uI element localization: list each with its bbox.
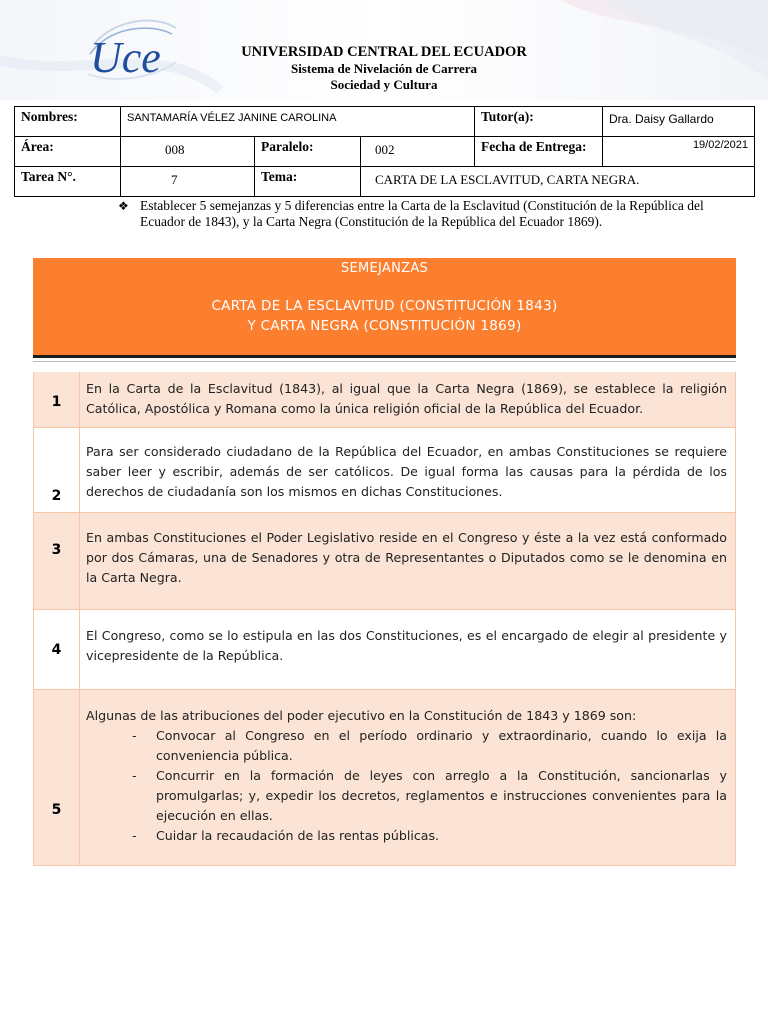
list-item bbox=[86, 826, 727, 846]
row-text: En la Carta de la Esclavitud (1843), al igual que la Carta Negra (1869), se establece la religión Católica, Apostólica y Romana como la única religión oficial de la República del Ecuador. bbox=[86, 381, 727, 416]
header-text bbox=[200, 44, 568, 93]
tema-value: CARTA DE LA ESCLAVITUD, CARTA NEGRA. bbox=[361, 167, 755, 197]
table-title-block bbox=[33, 258, 736, 355]
info-row-area bbox=[15, 137, 755, 167]
row-text: En ambas Constituciones el Poder Legislativo reside en el Congreso y éste a la vez está conformado por dos Cámaras, una de Senadores y otra de Representantes o Diputados como se le denomina en la Carta Negra. bbox=[86, 530, 727, 585]
student-info-table bbox=[14, 106, 755, 197]
nombres-value: SANTAMARÍA VÉLEZ JANINE CAROLINA bbox=[121, 107, 475, 137]
list-item-text: Cuidar la recaudación de las rentas públicas. bbox=[156, 828, 440, 843]
row-number: 3 bbox=[34, 513, 80, 609]
list-item bbox=[86, 766, 727, 826]
logo-text: Uce bbox=[90, 33, 161, 82]
row-text-block bbox=[80, 690, 735, 865]
row-text: Algunas de las atribuciones del poder ejecutivo en la Constitución de 1843 y 1869 son: bbox=[86, 708, 637, 723]
area-name: Sociedad y Cultura bbox=[330, 77, 438, 92]
tutor-label: Tutor(a): bbox=[475, 107, 603, 137]
row-number: 4 bbox=[34, 610, 80, 689]
table-row bbox=[33, 428, 736, 513]
similarities-table bbox=[33, 258, 736, 866]
assignment-instruction bbox=[118, 198, 716, 230]
university-name: UNIVERSIDAD CENTRAL DEL ECUADOR bbox=[241, 44, 527, 60]
tarea-label: Tarea N°. bbox=[15, 167, 121, 197]
row-number: 2 bbox=[34, 428, 80, 512]
fecha-value: 19/02/2021 bbox=[603, 137, 755, 167]
area-value: 008 bbox=[121, 137, 255, 167]
diamond-bullet-icon: ❖ bbox=[118, 199, 129, 213]
row-text: Para ser considerado ciudadano de la República del Ecuador, en ambas Constituciones se requiere saber leer y escribir, además de ser católicos. De igual forma las causas para la pérdida de los derechos de ciudadanía son los mismos en dichas Constituciones. bbox=[86, 444, 727, 499]
uce-logo-icon bbox=[84, 14, 180, 88]
header-banner bbox=[0, 0, 768, 100]
tema-label: Tema: bbox=[255, 167, 361, 197]
table-heading: SEMEJANZAS bbox=[340, 261, 429, 276]
paralelo-label: Paralelo: bbox=[255, 137, 361, 167]
row-text: El Congreso, como se lo estipula en las dos Constituciones, es el encargado de elegir al presidente y vicepresidente de la República. bbox=[86, 628, 727, 663]
list-item bbox=[86, 726, 727, 766]
tutor-value: Dra. Daisy Gallardo bbox=[603, 107, 755, 137]
dash-bullet: - bbox=[132, 728, 137, 743]
header-separator bbox=[33, 355, 736, 372]
attributions-list bbox=[86, 726, 727, 846]
dash-bullet: - bbox=[132, 828, 137, 843]
paralelo-value: 002 bbox=[361, 137, 475, 167]
row-number: 1 bbox=[34, 372, 80, 427]
list-item-text: Convocar al Congreso en el período ordinario y extraordinario, cuando lo exija la conveniencia pública. bbox=[156, 728, 727, 763]
dash-bullet: - bbox=[132, 768, 137, 783]
table-subheading-line1: CARTA DE LA ESCLAVITUD (CONSTITUCIÓN 1843) bbox=[211, 298, 558, 314]
tarea-value: 7 bbox=[121, 167, 255, 197]
list-item-text: Concurrir en la formación de leyes con arreglo a la Constitución, sancionarlas y promulgarlas; y, expedir los decretos, reglamentos e instrucciones convenientes para la ejecución en ellas. bbox=[156, 768, 727, 823]
table-subheading-line2: Y CARTA NEGRA (CONSTITUCIÓN 1869) bbox=[247, 318, 522, 334]
university-logo bbox=[84, 14, 180, 88]
table-row bbox=[33, 372, 736, 428]
program-name: Sistema de Nivelación de Carrera bbox=[290, 61, 478, 76]
table-row bbox=[33, 513, 736, 610]
nombres-label: Nombres: bbox=[15, 107, 121, 137]
table-row bbox=[33, 690, 736, 866]
info-row-tarea bbox=[15, 167, 755, 197]
fecha-label: Fecha de Entrega: bbox=[475, 137, 603, 167]
area-label: Área: bbox=[15, 137, 121, 167]
instruction-text: Establecer 5 semejanzas y 5 diferencias entre la Carta de la Esclavitud (Constitución de la República del Ecuador de 1843), y la Carta Negra (Constitución de la República del Ecuador 1869). bbox=[140, 198, 704, 229]
row-number: 5 bbox=[34, 690, 80, 865]
table-row bbox=[33, 610, 736, 690]
info-row-nombres bbox=[15, 107, 755, 137]
